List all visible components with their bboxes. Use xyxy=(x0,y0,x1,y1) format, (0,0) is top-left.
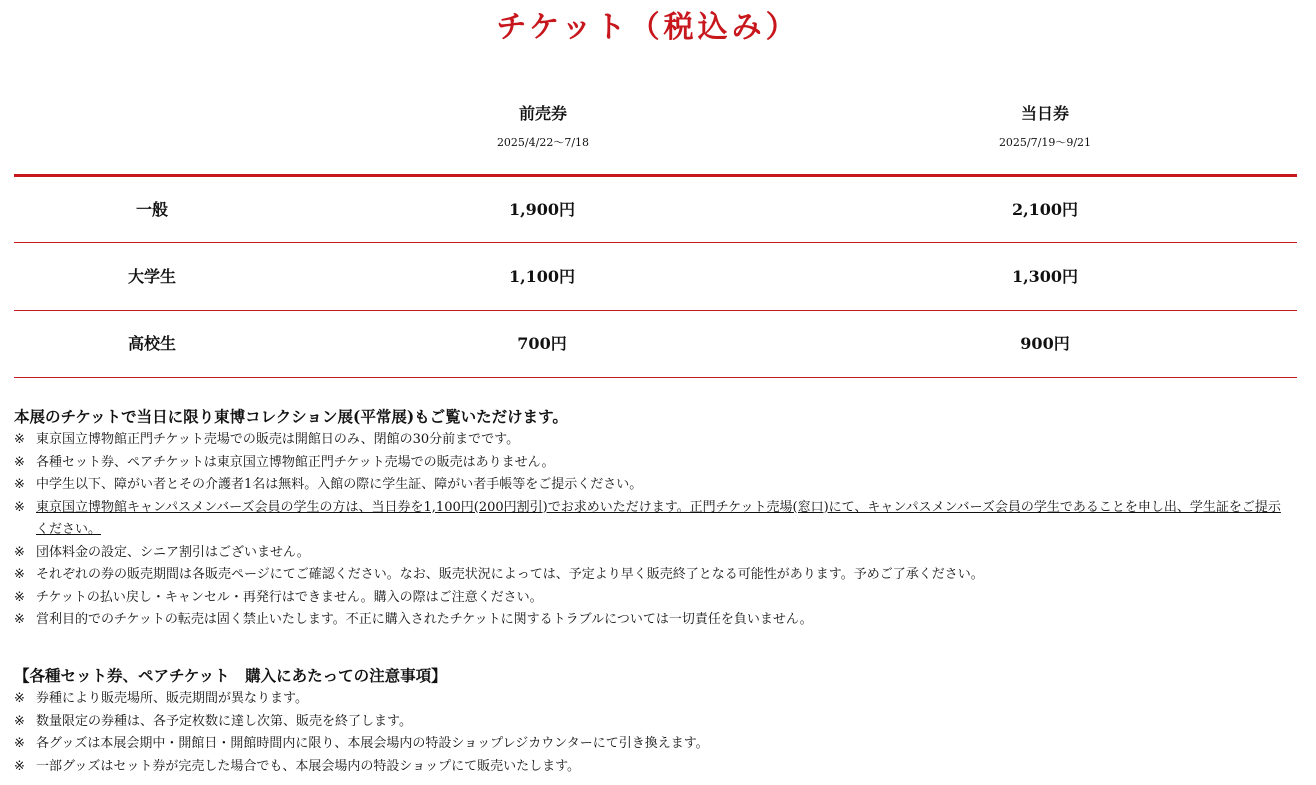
note-mark: ※ xyxy=(14,477,25,492)
note-mark: ※ xyxy=(14,544,25,560)
note-text: チケットの払い戻し・キャンセル・再発行はできません。購入の際はご注意ください。 xyxy=(36,589,543,605)
set-notes-heading: 【各種セット券、ペアチケット 購入にあたっての注意事項】 xyxy=(14,666,447,685)
column-name: 当日券 xyxy=(1020,104,1069,123)
note-text: 券種により販売場所、販売期間が異なります。 xyxy=(36,691,308,706)
note-text: 各種セット券、ペアチケットは東京国立博物館正門チケット売場での販売はありません。 xyxy=(36,454,555,470)
note-text: 東京国立博物館正門チケット売場での販売は開館日のみ、閉館の30分前までです。 xyxy=(36,432,520,447)
note-mark: ※ xyxy=(14,713,25,729)
note-item xyxy=(14,429,1289,452)
note-mark: ※ xyxy=(14,736,25,751)
note-item xyxy=(14,688,1289,711)
ticket-notes xyxy=(14,406,1289,632)
column-period: 2025/4/22～7/18 xyxy=(496,136,590,149)
note-text: 一部グッズはセット券が完売した場合でも、本展会場内の特設ショップにて販売いたします。 xyxy=(36,758,581,774)
note-mark: ※ xyxy=(14,691,25,706)
notes-lead: 本展のチケットで当日に限り東博コレクション展(平常展)もご覧いただけます。 xyxy=(14,407,568,426)
table-row xyxy=(14,311,1297,378)
note-item xyxy=(14,564,1289,587)
note-text: 東京国立博物館キャンパスメンバーズ会員の学生の方は、当日券を1,100円(200円割引)でお求めいただけます。正門チケット売場(窓口)にて、キャンパスメンバーズ会員の学生であることを申し出、学生証をご提示ください。 xyxy=(36,499,1281,537)
price-advance: 700円 xyxy=(517,334,567,353)
price-sameday: 2,100円 xyxy=(1011,200,1079,219)
column-header-advance xyxy=(393,103,693,151)
note-mark: ※ xyxy=(14,432,25,447)
note-item xyxy=(14,542,1289,565)
row-label: 一般 xyxy=(135,200,168,219)
column-period: 2025/7/19～9/21 xyxy=(998,136,1092,149)
note-mark: ※ xyxy=(14,758,25,774)
note-item xyxy=(14,711,1289,734)
note-text: 数量限定の券種は、各予定枚数に達し次第、販売を終了します。 xyxy=(36,713,412,729)
column-name: 前売券 xyxy=(518,104,567,123)
column-header-sameday xyxy=(895,103,1195,151)
note-text: それぞれの券の販売期間は各販売ページにてご確認ください。なお、販売状況によっては、予定より早く販売終了となる可能性があります。予めご了承ください。 xyxy=(36,567,984,582)
note-text: 営利目的でのチケットの転売は固く禁止いたします。不正に購入されたチケットに関するトラブルについては一切責任を負いません。 xyxy=(36,612,813,627)
note-item-campus-members xyxy=(14,497,1289,542)
note-item xyxy=(14,756,1289,779)
note-text: 団体料金の設定、シニア割引はございません。 xyxy=(36,544,310,560)
row-label: 大学生 xyxy=(127,267,176,286)
note-item xyxy=(14,452,1289,475)
row-label: 高校生 xyxy=(127,334,176,353)
note-mark: ※ xyxy=(14,567,25,582)
set-ticket-notes xyxy=(14,664,1289,778)
note-item xyxy=(14,609,1289,632)
note-mark: ※ xyxy=(14,499,25,515)
note-mark: ※ xyxy=(14,589,25,605)
page-title: チケット（税込み） xyxy=(496,10,800,45)
price-advance: 1,100円 xyxy=(508,267,576,286)
note-item xyxy=(14,587,1289,610)
note-mark: ※ xyxy=(14,612,25,627)
note-text: 各グッズは本展会期中・開館日・開館時間内に限り、本展会場内の特設ショップレジカウンターにて引き換えます。 xyxy=(36,736,709,751)
note-item xyxy=(14,474,1289,497)
table-row xyxy=(14,177,1297,243)
table-row xyxy=(14,243,1297,311)
note-item xyxy=(14,733,1289,756)
price-sameday: 900円 xyxy=(1020,334,1070,353)
note-mark: ※ xyxy=(14,454,25,470)
note-text: 中学生以下、障がい者とその介護者1名は無料。入館の際に学生証、障がい者手帳等をご提示ください。 xyxy=(36,477,643,492)
price-sameday: 1,300円 xyxy=(1011,267,1079,286)
price-advance: 1,900円 xyxy=(508,200,576,219)
